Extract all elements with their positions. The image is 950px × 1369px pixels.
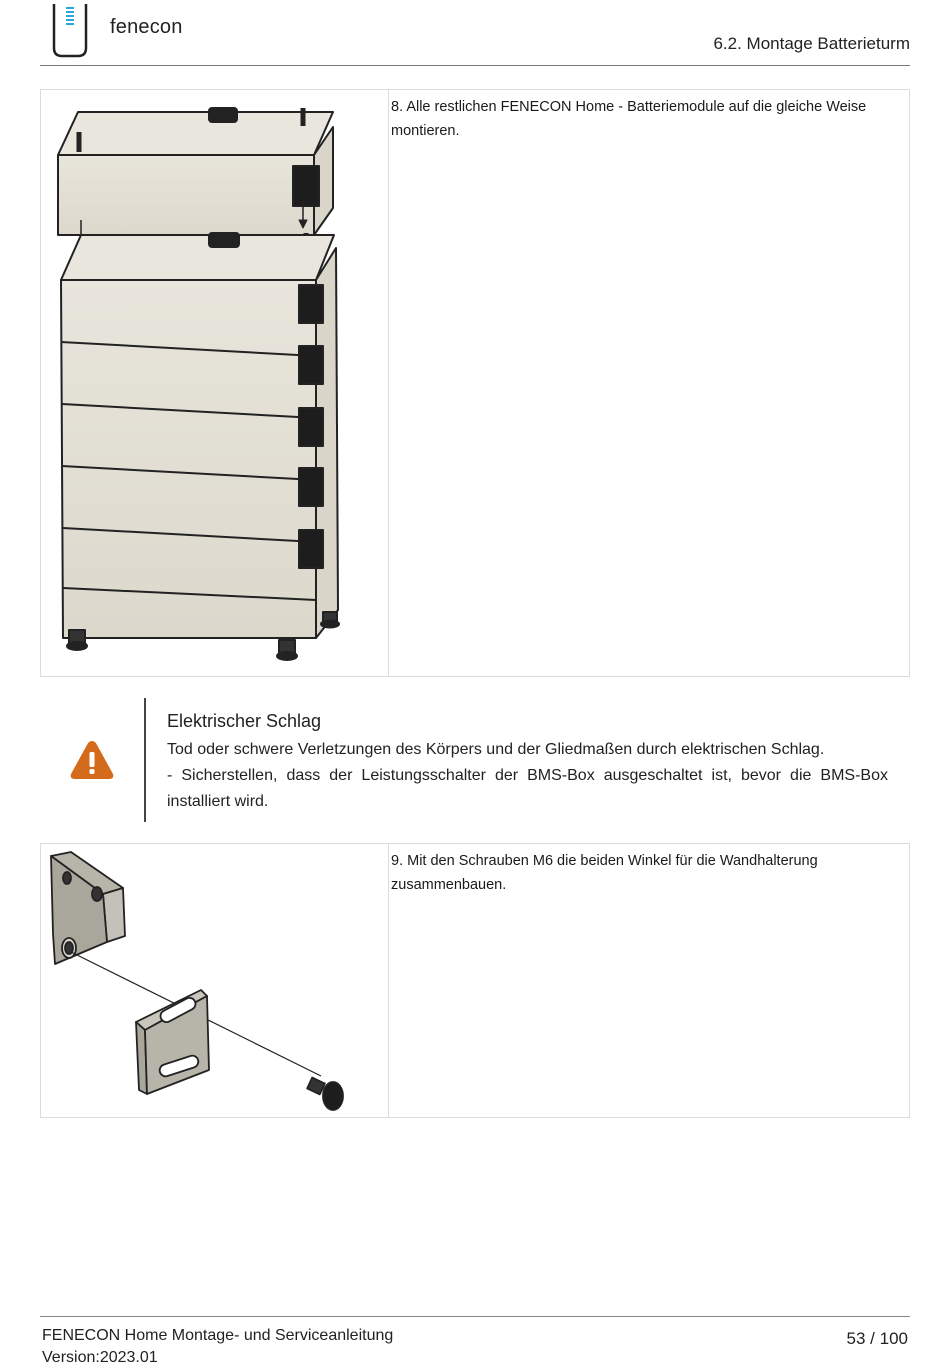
- step-table-8: [40, 89, 910, 677]
- step-8-image: [41, 90, 389, 676]
- footer-divider: [40, 1316, 910, 1317]
- bracket-assembly-illustration: [41, 844, 388, 1117]
- brand-name: fenecon: [110, 16, 183, 38]
- warning-line-2: - Sicherstellen, dass der Leistungsschalter der BMS-Box ausgeschaltet ist, bevor die BMS-Box installiert wird.: [167, 767, 888, 810]
- warning-line-1: Tod oder schwere Verletzungen des Körpers und der Gliedmaßen durch elektrischen Schlag.: [167, 741, 825, 758]
- footer-doc-title: FENECON Home Montage- und Serviceanleitung: [42, 1327, 394, 1344]
- step-8-text: 8. Alle restlichen FENECON Home - Batteriemodule auf die gleiche Weise montieren.: [391, 99, 867, 139]
- footer-version: Version:2023.01: [42, 1349, 158, 1366]
- header-divider: [40, 65, 910, 66]
- warning-body: [167, 737, 888, 815]
- section-title: 6.2. Montage Batterieturm: [713, 34, 910, 53]
- step-9-text: 9. Mit den Schrauben M6 die beiden Winkel für die Wandhalterung zusammenbauen.: [391, 853, 818, 893]
- fenecon-logo: [48, 2, 92, 58]
- step-9-image: [41, 844, 389, 1117]
- battery-tower-illustration: [41, 90, 388, 676]
- warning-triangle-icon: [68, 738, 116, 782]
- step-table-9: [40, 843, 910, 1118]
- page-number: 53 / 100: [846, 1329, 908, 1348]
- footer-left: [42, 1325, 393, 1369]
- warning-title: Elektrischer Schlag: [167, 711, 322, 731]
- warning-divider: [144, 698, 146, 822]
